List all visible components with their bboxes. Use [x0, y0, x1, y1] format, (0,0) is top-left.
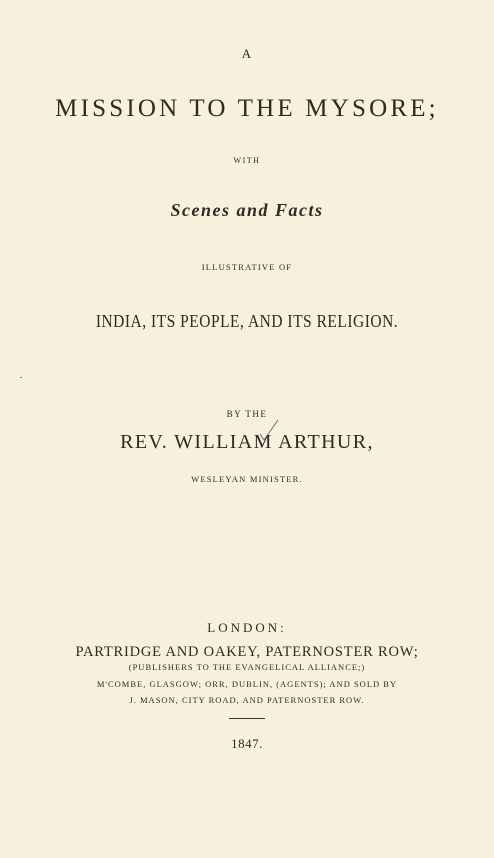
- subject-line: INDIA, ITS PEOPLE, AND ITS RELIGION.: [95, 311, 399, 331]
- book-title: MISSION TO THE MYSORE;: [55, 95, 439, 122]
- publication-year: 1847.: [231, 736, 263, 751]
- imprint-publisher: PARTRIDGE AND OAKEY, PATERNOSTER ROW;: [75, 644, 419, 660]
- paper-speck: [20, 377, 22, 378]
- by-label: BY THE: [226, 409, 268, 419]
- imprint-divider: [229, 718, 265, 719]
- pencil-check-mark: [258, 418, 282, 442]
- imprint-agents-line-2: J. MASON, CITY ROAD, AND PATERNOSTER ROW.: [129, 695, 365, 705]
- title-article: A: [241, 46, 253, 61]
- imprint-city: LONDON:: [207, 620, 287, 635]
- imprint-publisher-note: (PUBLISHERS TO THE EVANGELICAL ALLIANCE;): [128, 662, 366, 672]
- imprint-agents-line-1: M'COMBE, GLASGOW; ORR, DUBLIN, (AGENTS); AND SOLD BY: [96, 679, 398, 689]
- author-name: REV. WILLIAM ARTHUR,: [120, 431, 374, 453]
- subtitle-blackletter: Scenes and Facts: [170, 200, 324, 220]
- with-label: WITH: [233, 156, 261, 165]
- illustrative-label: ILLUSTRATIVE OF: [201, 262, 293, 272]
- author-role: WESLEYAN MINISTER.: [191, 474, 303, 484]
